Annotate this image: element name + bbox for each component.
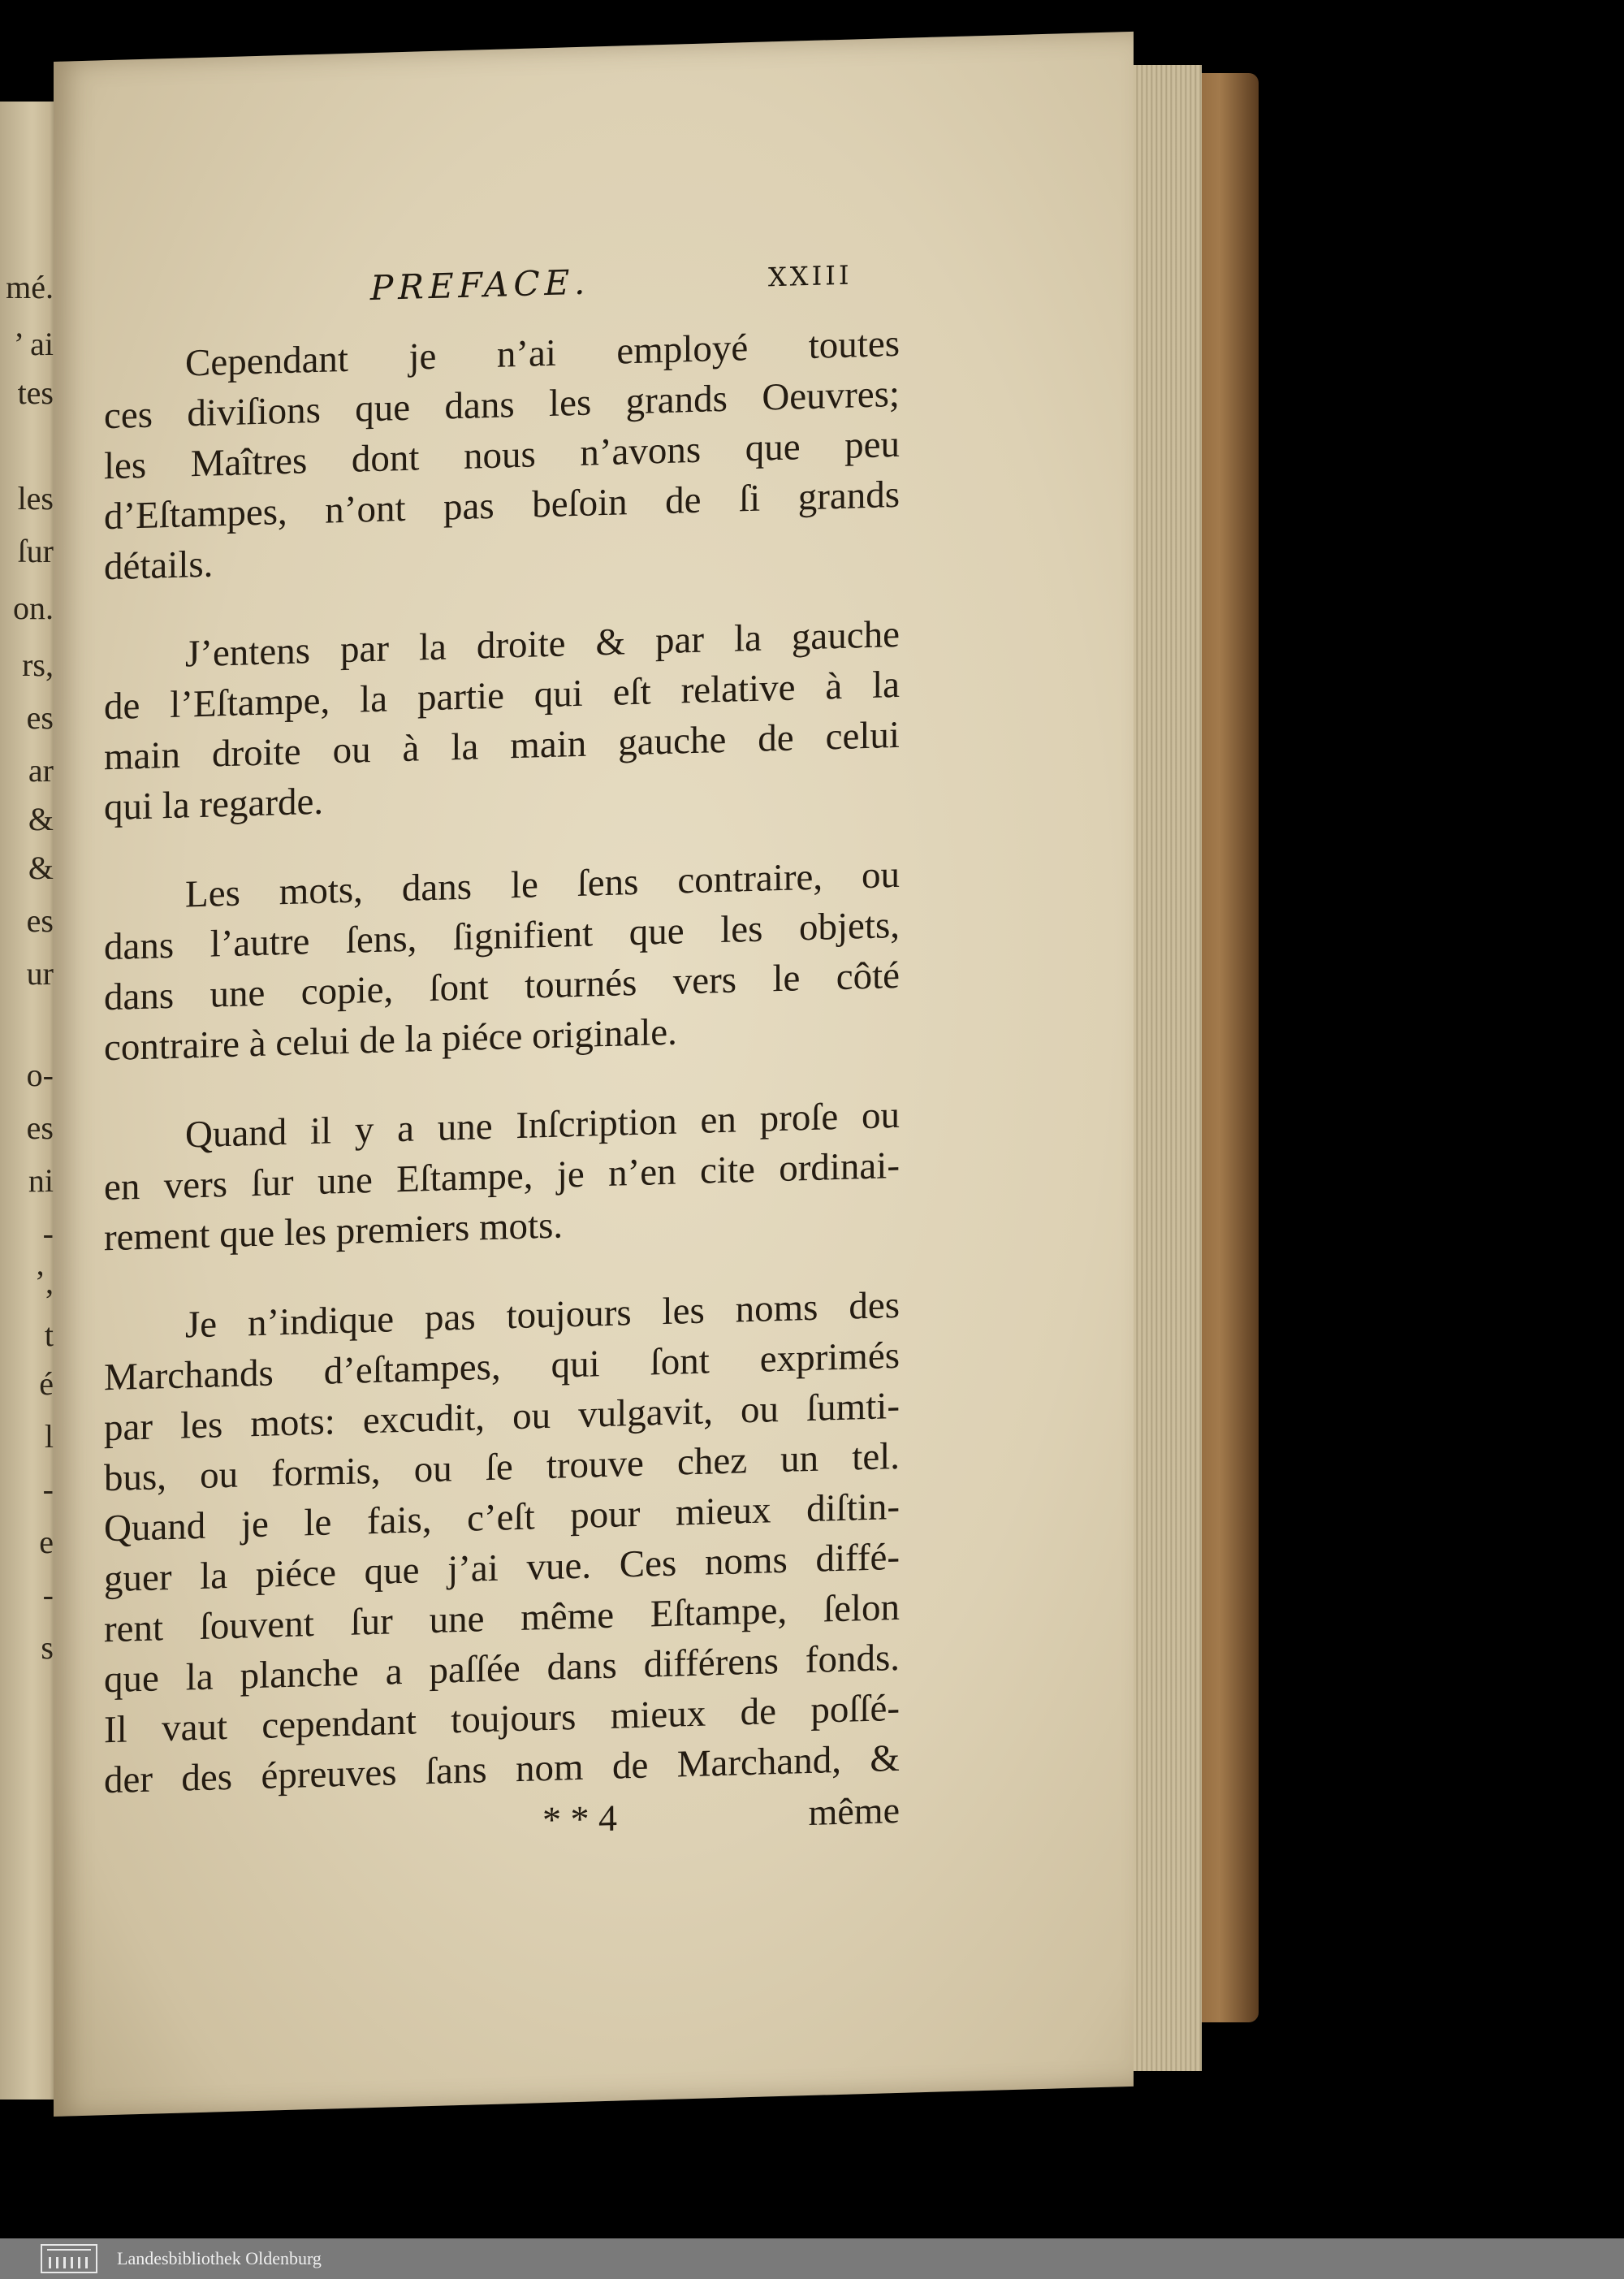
left-page-fragment: mé. <box>6 269 54 305</box>
text-line: rement que les premiers mots. <box>104 1204 564 1260</box>
left-page-fragment: on. <box>13 590 54 626</box>
text-line: Marchands d’eſtampes, qui ſont exprimés <box>104 1334 900 1399</box>
text-line: main droite ou à la main gauche de celui <box>104 713 900 779</box>
library-bar <box>0 2238 1624 2279</box>
text-line: guer la piéce que j’ai vue. Ces noms diffé- <box>104 1535 900 1601</box>
left-page-fragment: e <box>39 1524 54 1560</box>
left-page-fragment: ’, <box>34 1264 54 1300</box>
left-page-fragment: ni <box>28 1162 54 1199</box>
text-line: en vers ſur une Eſtampe, je n’en cite ordinai- <box>104 1144 900 1209</box>
signature-mark: * * 4 <box>542 1797 617 1841</box>
left-page-fragment: é <box>39 1365 54 1402</box>
text-line: qui la regarde. <box>104 780 324 829</box>
text-line: Cependant je n’ai employé toutes <box>185 322 900 385</box>
text-line: contraire à celui de la piéce originale. <box>104 1010 677 1070</box>
left-page-fragment: - <box>42 1471 54 1507</box>
left-page-fragment: tes <box>17 374 54 411</box>
paragraph <box>104 318 900 592</box>
library-name: Landesbibliothek Oldenburg <box>117 2248 322 2268</box>
left-page-fragment: l <box>44 1418 54 1455</box>
text-line: détails. <box>104 543 214 589</box>
library-building-icon <box>41 2244 97 2273</box>
book-page <box>54 32 1134 2117</box>
text-line: les Maîtres dont nous n’avons que peu <box>104 422 900 488</box>
running-head <box>54 247 1134 326</box>
page-title: PREFACE. <box>370 262 590 309</box>
page-number: XXIII <box>768 259 853 293</box>
left-page-fragment: les <box>17 480 54 517</box>
text-line: bus, ou formis, ou ſe trouve chez un tel. <box>104 1434 900 1500</box>
left-page-fragment: ar <box>28 752 54 789</box>
left-page-strip <box>0 102 58 2100</box>
text-line: que la planche a paſſée dans différens fonds. <box>104 1636 900 1702</box>
left-page-fragment: ’ ai <box>13 326 54 362</box>
left-page-fragment: es <box>26 699 54 736</box>
left-page-fragment: & <box>28 801 54 837</box>
left-page-fragment: rs, <box>22 647 54 683</box>
paragraph <box>104 850 900 1073</box>
left-page-fragment: s <box>41 1629 54 1666</box>
text-line: der des épreuves ſans nom de Marchand, & <box>104 1736 900 1802</box>
body-text <box>104 318 900 1844</box>
left-page-fragment: ur <box>26 955 54 992</box>
text-line: rent ſouvent ſur une même Eſtampe, ſelon <box>104 1585 900 1651</box>
text-line: Les mots, dans le ſens contraire, ou <box>185 853 900 916</box>
left-page-fragment: t <box>44 1317 54 1353</box>
paragraph <box>104 609 900 832</box>
text-line: Il vaut cependant toujours mieux de poſſé- <box>104 1686 900 1752</box>
left-page-fragment: es <box>26 1109 54 1146</box>
text-line: par les mots: excudit, ou vulgavit, ou ſumti- <box>104 1384 900 1450</box>
text-line: Quand il y a une Inſcription en proſe ou <box>185 1093 900 1157</box>
text-line: Quand je le fais, c’eſt pour mieux diſtin- <box>104 1485 900 1550</box>
text-line: dans une copie, ſont tournés vers le côté <box>104 954 900 1019</box>
paragraph <box>104 1280 900 1805</box>
text-line: J’entens par la droite & par la gauche <box>185 612 900 676</box>
text-line: d’Eſtampes, n’ont pas beſoin de ſi grands <box>104 473 900 538</box>
catchword: même <box>808 1788 900 1834</box>
text-line: dans l’autre ſens, ſignifient que les objets, <box>104 903 900 969</box>
text-line: ces diviſions que dans les grands Oeuvres; <box>104 372 900 438</box>
text-line: Je n’indique pas toujours les noms des <box>185 1283 900 1347</box>
left-page-fragment: & <box>28 850 54 886</box>
left-page-fragment: es <box>26 902 54 939</box>
paragraph <box>104 1090 900 1263</box>
left-page-fragment: - <box>42 1576 54 1613</box>
text-line: de l’Eſtampe, la partie qui eſt relative à la <box>104 663 900 729</box>
left-page-fragment: o- <box>26 1057 54 1093</box>
left-page-fragment: ſur <box>17 533 54 569</box>
left-page-fragment: - <box>42 1215 54 1252</box>
